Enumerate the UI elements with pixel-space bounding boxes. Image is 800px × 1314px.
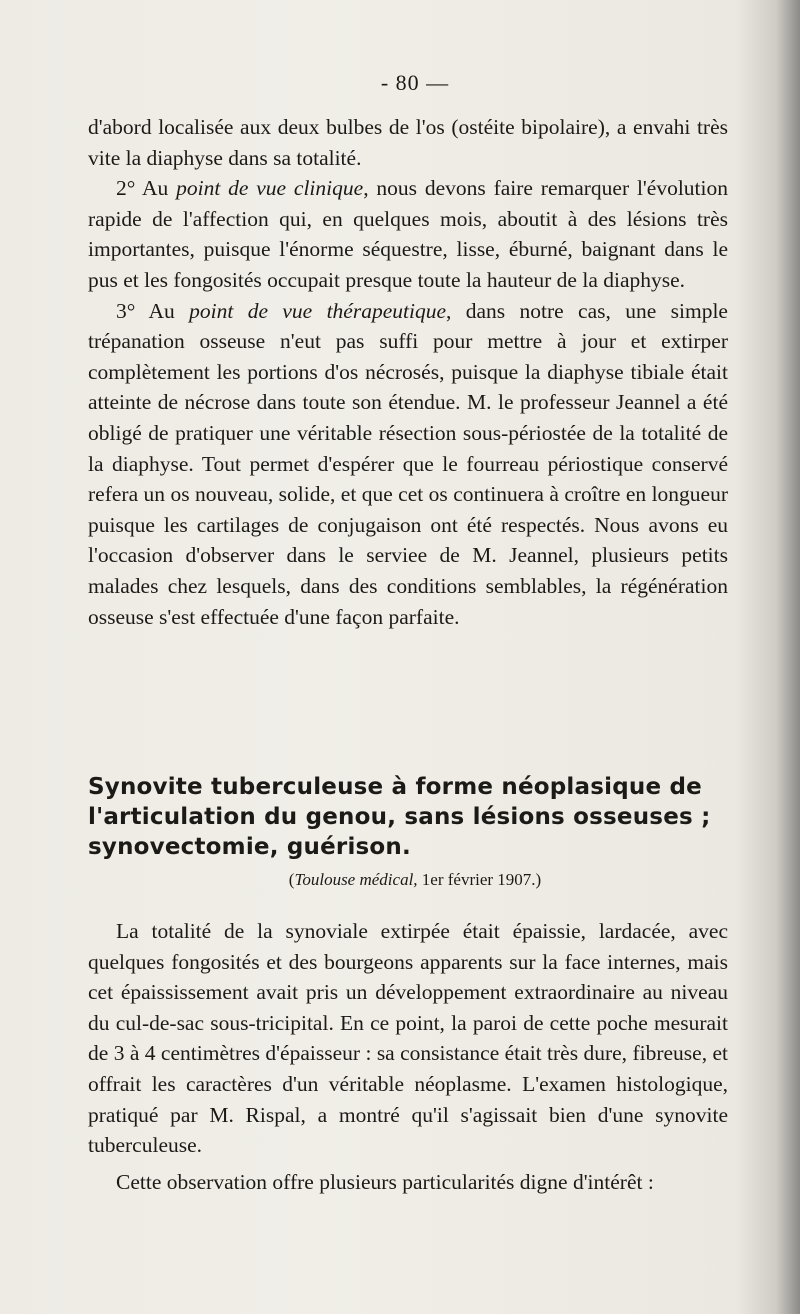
paragraph-continuation: d'abord localisée aux deux bulbes de l'os (ostéite bipolaire), a envahi très vite la diaphyse dans sa totalité.: [88, 115, 728, 170]
bottom-text-block: [88, 916, 728, 1197]
source-journal: Toulouse médical,: [294, 870, 418, 889]
section-title-line-2: l'articulation du genou, sans lésions osseuses ;: [88, 804, 711, 830]
source-citation: (Toulouse médical, 1er février 1907.): [288, 870, 542, 889]
top-text-block: [88, 112, 728, 632]
paragraph-synoviale: La totalité de la synoviale extirpée était épaissie, lardacée, avec quelques fongosités et des bourgeons apparents sur la face internes, mais cet épaississement avait pris un développement extraordinaire au niveau du cul-de-sac sous-tricipital. En ce point, la paroi de cette poche mesurait de 3 à 4 centimètres d'épaisseur : sa consistance était très dure, fibreuse, et offrait les caractères d'un véritable néoplasme. L'examen histologique, pratiqué par M. Rispal, a montré qu'il s'agissait bien d'une synovite tuberculeuse.: [88, 919, 728, 1158]
emphasis-clinical: point de vue clinique: [176, 176, 364, 201]
paragraph-observation: Cette observation offre plusieurs particularités digne d'intérêt :: [116, 1169, 654, 1194]
page-number: - 80 —: [380, 70, 450, 95]
section-title-line-3: synovectomie, guérison.: [88, 834, 411, 860]
source-date: 1er février 1907.): [417, 870, 542, 889]
section-title-line-1: Synovite tuberculeuse à forme néoplasique de: [88, 774, 702, 800]
paragraph-clinical: 2° Au point de vue clinique, nous devons faire remarquer l'évolution rapide de l'affection qui, en quelques mois, aboutit à des lésions très importantes, puisque l'énorme séquestre, lisse, éburné, baignant dans le pus et les fongosités occupait presque toute la hauteur de la diaphyse.: [88, 176, 728, 292]
section-title: [88, 772, 738, 862]
paragraph-therapeutic: 3° Au point de vue thérapeutique, dans notre cas, une simple trépanation osseuse n'eut pas suffi pour mettre à jour et extirper complètement les portions d'os nécrosés, puisque la diaphyse tibiale était atteinte de nécrose dans toute son étendue. M. le professeur Jeannel a été obligé de pratiquer une véritable résection sous-périostée de la totalité de la diaphyse. Tout permet d'espérer que le fourreau périostique conservé refera un os nouveau, solide, et que cet os continuera à croître en longueur puisque les cartilages de conjugaison ont été respectés. Nous avons eu l'occasion d'observer dans le serviee de M. Jeannel, plusieurs petits malades chez lesquels, dans des conditions semblables, la régénération osseuse s'est effectuée d'une façon parfaite.: [88, 298, 728, 629]
emphasis-therapeutic: point de vue thérapeutique: [189, 298, 446, 323]
